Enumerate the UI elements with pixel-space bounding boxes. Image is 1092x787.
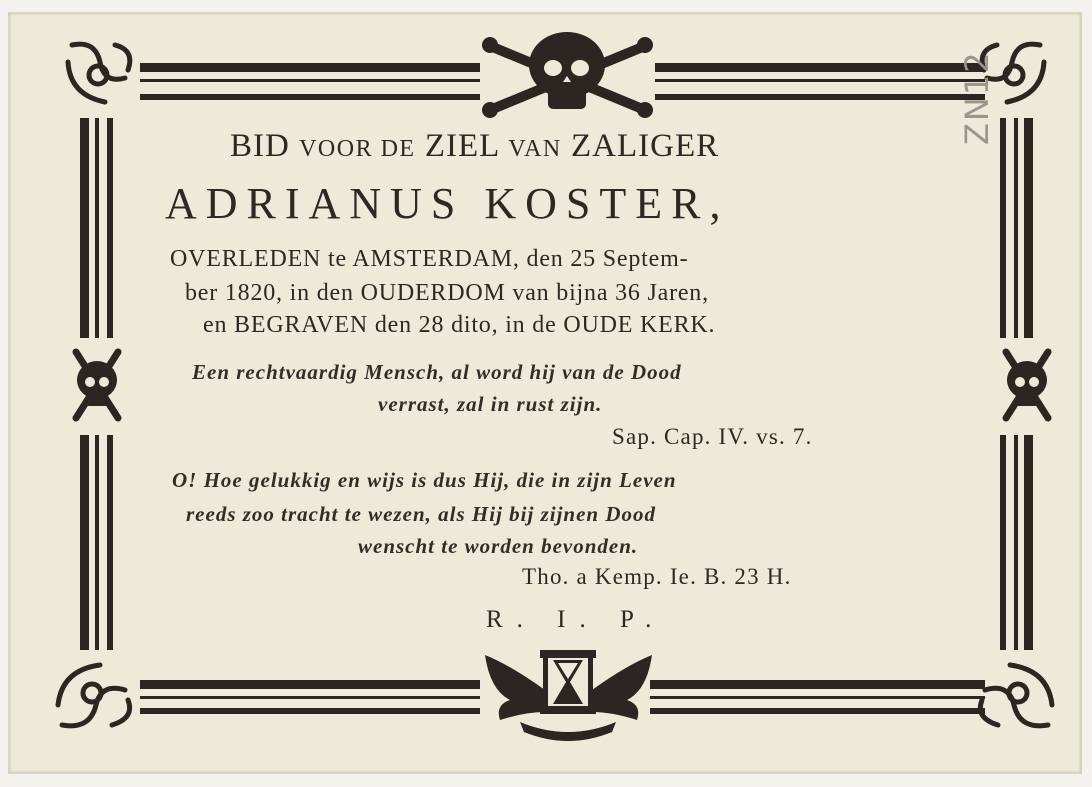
quote2-line-2: reeds zoo tracht te wezen, als Hij bij zijnen Dood xyxy=(186,502,657,526)
heading-word-bid: BID xyxy=(230,128,290,164)
quote1-line-2: verrast, zal in rust zijn. xyxy=(378,392,603,416)
heading-word-voor-de: VOOR DE xyxy=(299,136,416,162)
details-line-1: OVERLEDEN te AMSTERDAM, den 25 Septem- xyxy=(170,246,689,272)
deceased-name: ADRIANUS KOSTER, xyxy=(165,179,730,228)
heading xyxy=(230,128,719,165)
archive-pencil-mark: ZN12 xyxy=(958,50,996,145)
quote1-reference: Sap. Cap. IV. vs. 7. xyxy=(612,424,813,449)
quote1-line-1: Een rechtvaardig Mensch, al word hij van de Dood xyxy=(192,360,682,384)
heading-word-zaliger: ZALIGER xyxy=(571,128,720,164)
heading-word-van: VAN xyxy=(508,136,562,162)
details-line-3: en BEGRAVEN den 28 dito, in de OUDE KERK. xyxy=(203,312,716,338)
quote2-reference: Tho. a Kemp. Ie. B. 23 H. xyxy=(522,564,792,589)
quote2-line-3: wenscht te worden bevonden. xyxy=(358,534,639,558)
closing-rip: R. I. P. xyxy=(486,606,666,633)
heading-word-ziel: ZIEL xyxy=(424,128,500,164)
details-line-2: ber 1820, in den OUDERDOM van bijna 36 Jaren, xyxy=(185,280,709,306)
quote2-line-1: O! Hoe gelukkig en wijs is dus Hij, die in zijn Leven xyxy=(172,468,677,492)
